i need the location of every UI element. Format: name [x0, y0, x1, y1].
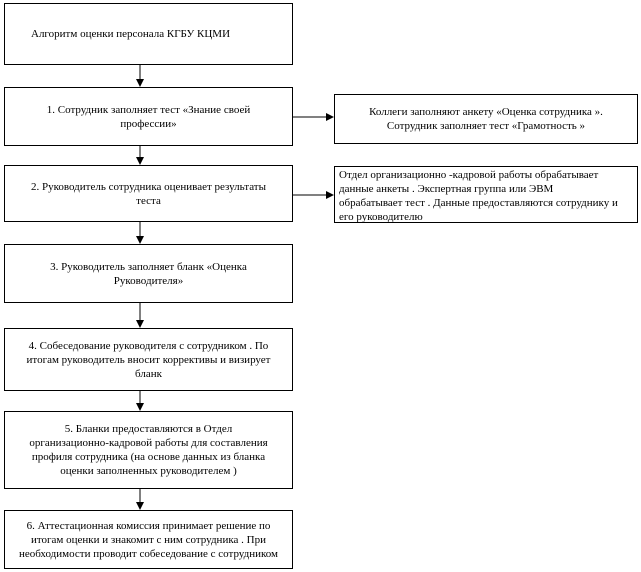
side-box-colleagues — [334, 94, 638, 144]
step-2-text: 2. Руководитель сотрудника оценивает результаты теста — [30, 180, 267, 207]
title-box — [4, 3, 293, 65]
step-1-text: 1. Сотрудник заполняет тест «Знание своей профессии» — [46, 103, 251, 130]
step-box-1 — [4, 87, 293, 146]
step-box-2 — [4, 165, 293, 222]
side-box-1-text: Коллеги заполняют анкету «Оценка сотрудника ». Сотрудник заполняет тест «Грамотность » — [369, 106, 603, 132]
side-box-hr-department — [334, 166, 638, 223]
step-box-6 — [4, 510, 293, 569]
step-3-text: 3. Руководитель заполняет бланк «Оценка Руководителя» — [50, 260, 247, 287]
step-6-text: 6. Аттестационная комиссия принимает решение по итогам оценки и знакомит с ним сотрудника . При необходимости проводит собеседование с сотрудником — [18, 519, 279, 560]
title-text: Алгоритм оценки персонала КГБУ КЦМИ — [31, 28, 231, 40]
step-box-5 — [4, 411, 293, 489]
step-box-4 — [4, 328, 293, 391]
side-box-2-text: Отдел организационно -кадровой работы обрабатывает данные анкеты . Экспертная группа или ЭВМ обрабатывает тест . Данные предоставляются сотруднику и его руководителю — [339, 169, 618, 223]
step-5-text: 5. Бланки предоставляются в Отдел организационно-кадровой работы для составления профиля сотрудника (на основе данных из бланка оценки заполненных руководителем ) — [29, 423, 268, 477]
step-box-3 — [4, 244, 293, 303]
step-4-text: 4. Собеседование руководителя с сотрудником . По итогам руководитель вносит коррективы и визирует бланк — [26, 339, 271, 380]
